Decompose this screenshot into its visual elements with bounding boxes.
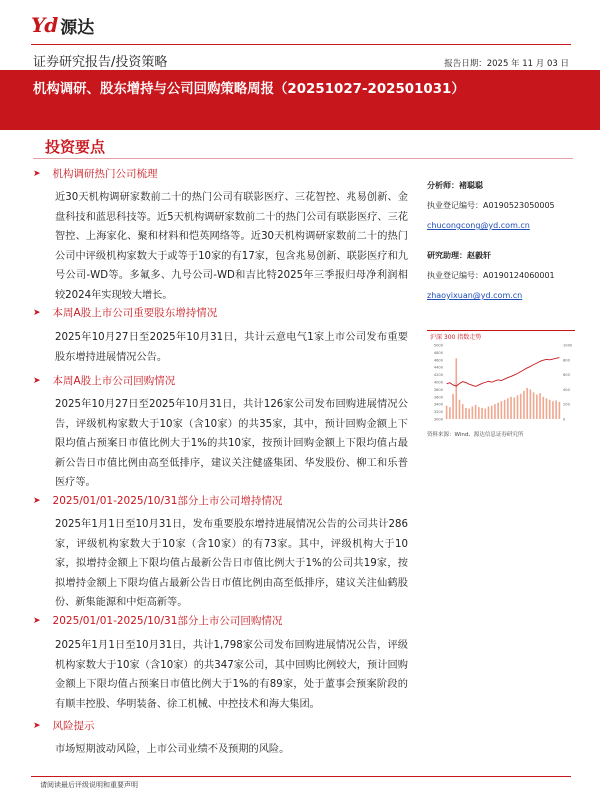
volume-bar xyxy=(462,404,464,419)
volume-bar xyxy=(507,398,509,419)
volume-bar xyxy=(539,393,541,419)
volume-bar xyxy=(523,391,525,419)
analyst-label: 研究助理： xyxy=(427,251,467,260)
left-tick-label: 4800 xyxy=(433,350,443,355)
volume-bar xyxy=(452,394,454,419)
triangle-bullet-icon: ➤ xyxy=(33,375,41,386)
right-tick-label: 400 xyxy=(563,387,570,392)
right-tick-label: 1000 xyxy=(563,343,573,348)
left-tick-label: 3600 xyxy=(433,395,443,400)
analyst-name: 赵毅轩 xyxy=(467,251,491,260)
left-tick-label: 5000 xyxy=(433,343,443,348)
volume-bar xyxy=(484,409,486,419)
bullet-heading-text: 2025/01/01-2025/10/31部分上市公司回购情况 xyxy=(52,615,283,627)
bullet-heading-4 xyxy=(33,493,282,508)
bullet-heading-text: 本周A股上市公司回购情况 xyxy=(52,375,176,387)
reg-number: A0190523050005 xyxy=(483,201,555,210)
footer-divider xyxy=(31,776,571,777)
analyst-email-link[interactable]: zhaoyixuan@yd.com.cn xyxy=(427,291,523,300)
volume-bar xyxy=(536,395,538,419)
left-tick-label: 3400 xyxy=(433,402,443,407)
left-tick-label: 4000 xyxy=(433,380,443,385)
section-body-3: 2025年10月27日至2025年10月31日，共计126家公司发布回购进展情况公告，评级机构家数大于10家（含10家）的共35家，其中，预计回购金额上下限均值占预案日市值比例大于1%的共10家，按预计回购金额上下限均值占最新公告日市值比例由高至低排序，建议关注健盛集团、华发股份、柳工和乐普医疗等。 xyxy=(55,399,408,489)
volume-bar xyxy=(542,397,544,419)
volume-bar xyxy=(552,401,554,419)
volume-bar xyxy=(494,404,496,419)
right-axis-ticks xyxy=(563,344,573,422)
volume-bar xyxy=(446,406,448,419)
reg-label: 执业登记编号： xyxy=(427,201,483,210)
volume-bar xyxy=(475,405,477,419)
volume-bar xyxy=(533,392,535,419)
right-tick-label: 800 xyxy=(563,358,570,363)
volume-bar xyxy=(472,406,474,419)
index-line xyxy=(447,358,560,387)
triangle-bullet-icon: ➤ xyxy=(33,495,41,506)
volume-bar xyxy=(513,398,515,419)
volume-bar xyxy=(455,358,457,419)
volume-bars xyxy=(446,358,560,419)
volume-bar xyxy=(459,400,461,419)
left-tick-label: 4400 xyxy=(433,365,443,370)
volume-bar xyxy=(488,406,490,419)
bullet-heading-text: 2025/01/01-2025/10/31部分上市公司增持情况 xyxy=(52,495,283,507)
analyst-name: 褚聪聪 xyxy=(459,181,483,190)
volume-bar xyxy=(481,408,483,419)
reg-label: 执业登记编号： xyxy=(427,271,483,280)
analyst-block-1 xyxy=(427,180,555,232)
bullet-heading-5 xyxy=(33,613,282,628)
triangle-bullet-icon: ➤ xyxy=(33,615,41,626)
section-body-5: 2025年1月1日至10月31日，共计1,798家公司发布回购进展情况公告，评级机构家数大于10家（含10家）的共347家公司，其中回购比例较大，预计回购金额上下限均值占预案日市值比例大于1%的有89家，处于董事会预案阶段的有顺丰控股、华明装备、徐工机械、中控技术和海大集团。 xyxy=(55,640,408,710)
analyst-block-2 xyxy=(427,250,555,302)
section-body-1: 近30天机构调研家数前二十的热门公司有联影医疗、三花智控、兆易创新、金盘科技和蓝思科技等。近5天机构调研家数前二十的热门公司有联影医疗、三花智控、上海家化、聚和材料和恺英网络等。近30天机构调研家数前二十的热门公司中评级机构家数大于或等于10家的有17家，包含兆易创新、联影医疗和九号公司-WD等。多氟多、九号公司-WD和吉比特2025年三季报归母净利润相较2024年实现较大增长。 xyxy=(55,192,408,301)
bullet-heading-text: 本周A股上市公司重要股东增持情况 xyxy=(52,307,218,319)
volume-bar xyxy=(546,398,548,419)
logo-mark: Yd xyxy=(31,13,58,37)
header-divider xyxy=(31,44,571,45)
volume-bar xyxy=(530,389,532,419)
volume-bar xyxy=(465,408,467,419)
bullet-heading-3 xyxy=(33,373,175,388)
report-category: 证券研究报告/投资策略 xyxy=(33,55,168,70)
volume-bar xyxy=(491,406,493,419)
left-tick-label: 4200 xyxy=(433,373,443,378)
triangle-bullet-icon: ➤ xyxy=(33,720,41,731)
volume-bar xyxy=(510,397,512,419)
bullet-heading-text: 机构调研热门公司梳理 xyxy=(52,168,158,180)
volume-bar xyxy=(497,403,499,419)
right-tick-label: 600 xyxy=(563,373,570,378)
right-tick-label: 200 xyxy=(563,402,570,407)
volume-bar xyxy=(504,400,506,419)
right-tick-label: 0 xyxy=(563,417,566,422)
bullet-heading-6 xyxy=(33,718,95,733)
volume-bar xyxy=(478,407,480,419)
volume-bar xyxy=(468,409,470,419)
volume-bar xyxy=(517,395,519,419)
left-tick-label: 3200 xyxy=(433,410,443,415)
analyst-label: 分析师： xyxy=(427,181,459,190)
volume-bar xyxy=(501,401,503,419)
volume-bar xyxy=(520,394,522,419)
section-body-6: 市场短期波动风险，上市公司业绩不及预期的风险。 xyxy=(55,744,290,755)
chart-source: 资料来源：Wind、源达信息证券研究所 xyxy=(427,432,524,438)
left-tick-label: 3000 xyxy=(433,417,443,422)
volume-bar xyxy=(449,407,451,419)
chart-title: 沪深 300 指数走势 xyxy=(430,334,482,341)
volume-bar xyxy=(555,401,557,420)
bullet-heading-2 xyxy=(33,305,217,320)
triangle-bullet-icon: ➤ xyxy=(33,307,41,318)
report-date: 报告日期：2025 年 11 月 03 日 xyxy=(444,59,569,69)
triangle-bullet-icon: ➤ xyxy=(33,168,41,179)
section-body-4: 2025年1月1日至10月31日，发布重要股东增持进展情况公告的公司共计286家，评级机构家数大于10家（含10家）的有73家。其中，评级机构大于10家，拟增持金额上下限均值占最新公告日市值比例大于1%的公司共19家，按拟增持金额上下限均值占最新公告日市值比例由高至低排序，建议关注仙鹤股份、新集能源和中炬高新等。 xyxy=(55,519,408,609)
section-title: 投资要点 xyxy=(45,138,106,156)
left-tick-label: 3800 xyxy=(433,387,443,392)
volume-bar xyxy=(559,402,561,419)
index-chart xyxy=(427,341,575,429)
index-line-series xyxy=(447,358,560,387)
volume-bar xyxy=(549,400,551,419)
footer-note: 请阅读最后评级说明和重要声明 xyxy=(40,781,138,789)
left-tick-label: 4600 xyxy=(433,358,443,363)
logo-name: 源达 xyxy=(60,17,95,38)
reg-number: A0190124060001 xyxy=(483,271,555,280)
volume-bar xyxy=(526,388,528,419)
bullet-heading-text: 风险提示 xyxy=(52,720,95,732)
section-divider xyxy=(33,158,573,159)
report-title: 机构调研、股东增持与公司回购策略周报（20251027-202501031） xyxy=(33,82,465,97)
left-axis-ticks xyxy=(434,344,444,422)
brand-logo xyxy=(31,14,94,36)
bullet-heading-1 xyxy=(33,166,158,181)
section-body-2: 2025年10月27日至2025年10月31日，共计云意电气1家上市公司发布重要股东增持进展情况公告。 xyxy=(55,332,408,363)
analyst-email-link[interactable]: chucongcong@yd.com.cn xyxy=(427,221,530,230)
